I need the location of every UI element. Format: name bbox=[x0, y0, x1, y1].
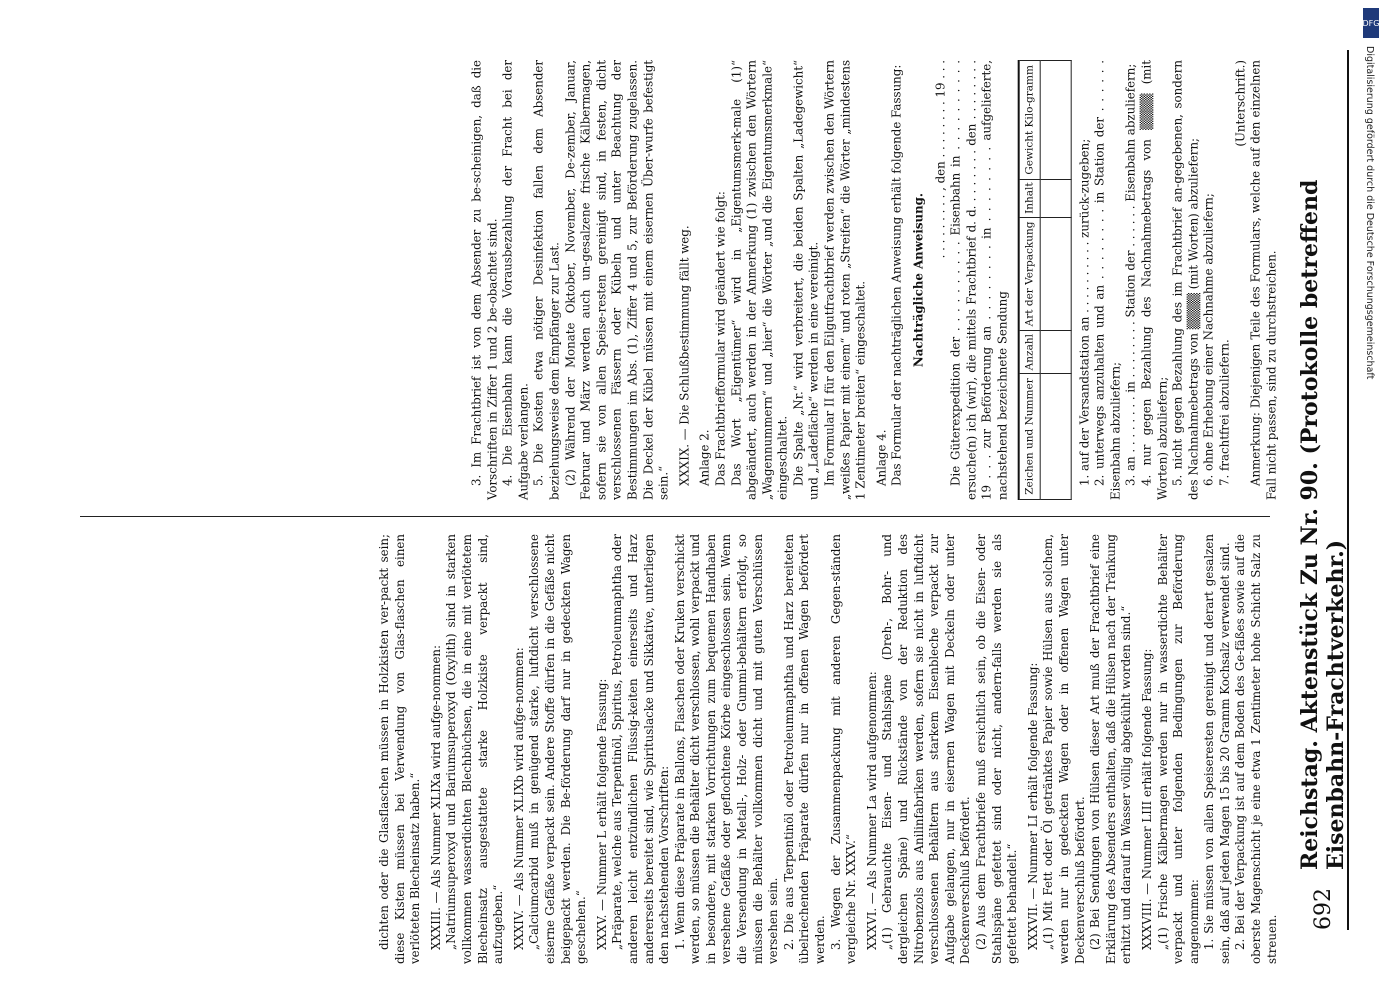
paragraph: (2) Bei Sendungen von Hülsen dieser Art muß der Frachtbrief eine Erklärung des Absenders enthalten, daß die Hülsen nach der Tränkung erhitzt und darauf in Wasser völlig abgekühlt worden sind.“ bbox=[1087, 534, 1134, 964]
paragraph: XXXIV. — Als Nummer XLIXb wird aufge-nommen: bbox=[511, 647, 526, 950]
paragraph: 3. Im Frachtbrief ist von dem Absender zu be-scheinigen, daß die Vorschriften in Ziffer 1 und 2 be-obachtet sind. bbox=[469, 60, 500, 500]
paragraph: Das Formular der nachträglichen Anweisung erhält folgende Fassung: bbox=[890, 64, 905, 486]
form-intro: Die Güterexpedition der . . . . . . . . . . Eisenbahn in . . . . . . . . . . ersuche(n) ich (wir), die mittels Frachtbrief d. d. . . . . . . . den . . . . . . . . 19 . . . zur Beförderung an . . . . . . . . in . . . . . . . . aufgelieferte, nachstehend bezeichnete Sendung bbox=[948, 60, 1010, 500]
column-divider bbox=[80, 516, 1270, 517]
paragraph: Anlage 4. bbox=[874, 429, 889, 486]
table-header-cell: Inhalt bbox=[1018, 179, 1040, 217]
paragraph: „Präparate, welche aus Terpentinöl, Spiritus, Petroleumnaphtha oder anderen leicht entzündlichen Flüssig-keiten einerseits und Harz andererseits bereitet sind, wie Spirituslacke und Sikkative, unterliegen den nachstehenden Vorschriften: bbox=[610, 534, 671, 964]
paragraph: (2) Aus dem Frachtbriefe muß ersichtlich sein, ob die Eisen- oder Stahlspäne gefettet sind oder nicht, andern-falls werden sie als gefettet behandelt.“ bbox=[973, 534, 1019, 964]
paragraph: XXXIII. — Als Nummer XLIXa wird aufge-nommen: bbox=[428, 644, 443, 950]
paragraph: Das Frachtbriefformular wird geändert wie folgt: bbox=[713, 191, 728, 486]
page-header bbox=[1297, 50, 1349, 930]
table-header-cell: Art der Verpackung bbox=[1018, 217, 1040, 331]
signature-line: (Unterschrift.) bbox=[1233, 60, 1248, 147]
form-item: 2. unterwegs anzuhalten und an . . . . . . . . in Station der . . . . . . Eisenbahn abzuliefern; bbox=[1092, 60, 1123, 500]
form-date: . . . . . . . . . , den . . . . . . . . 19 . . . bbox=[933, 60, 948, 259]
paragraph: XXXVI. — Als Nummer La wird aufgenommen: bbox=[864, 671, 879, 950]
paragraph: Im Formular II für den Eilgutfrachtbrief werden zwischen den Wörtern „weißes Papier mit einem“ und roten „Streifen“ die Wörter „mindestens 1 Zentimeter breiten“ eingeschaltet. bbox=[822, 60, 868, 500]
paragraph: „Calciumcarbid muß in genügend starke, luftdicht verschlossene eiserne Gefäße verpackt sein. Andere Stoffe dürfen in die Gefäße nicht beigepackt werden. Die Be-förderung darf nur in gedeckten Wagen geschehen.“ bbox=[527, 534, 588, 964]
paragraph: „(1) Frische Kälbermagen werden nur in wasserdichte Behälter verpackt und unter folgenden Bedingungen zur Beförderung angenommen: bbox=[1155, 534, 1201, 964]
paragraph: 1. Sie müssen von allen Speiseresten gereinigt und derart gesalzen sein, daß auf jeden Magen 15 bis 20 Gramm Kochsalz verwendet sind. bbox=[1202, 534, 1232, 964]
form-item: 4. nur gegen Bezahlung des Nachnahmebetrags von ▒▒▒▒ (mit Worten) abzuliefern; bbox=[1139, 60, 1170, 500]
form-item: 5. nicht gegen Bezahlung des im Frachtbrief an-gegebenen, sondern des Nachnahmebetrags von ▒▒▒▒ (mit Worten) abzuliefern; bbox=[1170, 60, 1201, 500]
digitization-credit bbox=[1361, 46, 1379, 766]
page-title: Reichstag. Aktenstück Zu Nr. 90. (Protokolle betreffend Eisenbahn-Frachtverkehr.) bbox=[1297, 179, 1349, 870]
form-item: 7. frachtfrei abzuliefern. bbox=[1217, 339, 1232, 486]
paragraph: XXXVIII. — Nummer LIII erhält folgende Fassung: bbox=[1139, 648, 1154, 950]
table-header-cell: Anzahl bbox=[1018, 331, 1040, 374]
left-column bbox=[80, 534, 1280, 964]
dfg-logo: DFG bbox=[1363, 8, 1379, 38]
paragraph: dichten oder die Glasflaschen müssen in Holzkisten ver-packt sein; diese Kisten müssen bei Verwendung von Glas-flaschen einen verlöteten Blecheinsatz haben.“ bbox=[376, 534, 422, 964]
paragraph: Die Spalte „Nr.“ wird verbreitert, die beiden Spalten „Ladegewicht“ und „Ladefläche“ werden in eine vereinigt. bbox=[791, 60, 822, 500]
paragraph: Anlage 2. bbox=[698, 429, 712, 486]
paragraph: XXXV. — Nummer L erhält folgende Fassung: bbox=[594, 678, 609, 950]
paragraph: 2. Bei der Verpackung ist auf dem Boden des Ge-fäßes sowie auf die oberste Magenschicht je eine etwa 1 Zentimeter hohe Schicht Salz zu streuen. bbox=[1233, 534, 1279, 964]
header-rule bbox=[1347, 50, 1349, 930]
table-header-cell: Zeichen und Nummer bbox=[1018, 374, 1040, 500]
form-item: 3. an . . . . . . . . in . . . . . . . . Station der . . . . . . Eisenbahn abzuliefern; bbox=[1124, 63, 1139, 486]
form-note: Anmerkung: Diejenigen Teile des Formulars, welche auf den einzelnen Fall nicht passen, sind zu durchstreichen. bbox=[1248, 60, 1279, 500]
credit-text: Digitalisierung gefördert durch die Deutsche Forschungsgemeinschaft bbox=[1364, 46, 1375, 380]
paragraph: 1. Wenn diese Präparate in Ballons, Flaschen oder Kruken verschickt werden, so müssen die Behälter dicht verschlossen, wohl verpackt und in besondere, mit starken Vorrichtungen zum bequemen Handhaben versehene Gefäße oder geflochtene Körbe eingeschlossen sein. Wenn die Versendung in Metall-, Holz- oder Gummi-behältern erfolgt, so müssen die Behälter vollkommen dicht und mit guten Verschlüssen versehen sein. bbox=[672, 534, 780, 964]
paragraph: (2) Während der Monate Oktober, November, De-zember, Januar, Februar und März werden auch un-gesalzene frische Kälbermagen, sofern sie von allen Speise-resten gereinigt sind, in festen, dicht verschlossenen Fässern oder Kübeln und unter Beachtung der Bestimmungen im Abs. (1), Ziffer 4 und 5, zur Beförderung zugelassen. Die Deckel der Kübel müssen mit einem eisernen Über-wurfe befestigt sein.“ bbox=[563, 60, 671, 500]
paragraph: 5. Die Kosten etwa nötiger Desinfektion fallen dem Absender beziehungsweise dem Empfänger zur Last. bbox=[532, 60, 562, 500]
paragraph: 2. Die aus Terpentinöl oder Petroleumnaphtha und Harz bereiteten übelriechenden Präparate dürfen nur in offenen Wagen befördert werden. bbox=[781, 534, 827, 964]
paragraph: 4. Die Eisenbahn kann die Vorausbezahlung der Fracht bei der Aufgabe verlangen. bbox=[500, 60, 531, 500]
table-header-cell: Gewicht Kilo-gramm bbox=[1018, 61, 1040, 180]
paragraph: XXXIX. — Die Schlußbestimmung fällt weg. bbox=[677, 225, 692, 486]
form-item: 1. auf der Versandstation an . . . . . . . . . . zurück-zugeben; bbox=[1077, 138, 1092, 486]
form-title: Nachträgliche Anweisung. bbox=[911, 192, 926, 368]
paragraph: XXXVII. — Nummer LI erhält folgende Fassung: bbox=[1025, 662, 1040, 950]
paragraph: 3. Wegen der Zusammenpackung mit anderen Gegen-ständen vergleiche Nr. XXXV.“ bbox=[828, 534, 858, 964]
form-item: 6. ohne Erhebung einer Nachnahme abzuliefern; bbox=[1202, 193, 1217, 486]
paragraph: „(1) Gebrauchte Eisen- und Stahlspäne (Dreh-, Bohr- und dergleichen Späne) und Rückstände von der Reduktion des Nitrobenzols aus Anilinfabriken werden, sofern sie nicht in luftdicht verschlossenen Behältern aus starkem Eisenbleche verpackt zur Aufgabe gelangen, nur in eisernen Wagen mit Deckeln oder unter Deckenverschluß befördert. bbox=[880, 534, 973, 964]
paragraph: „(1) Mit Fett oder Öl getränktes Papier sowie Hülsen aus solchem, werden nur in gedeckten Wagen oder in offenen Wagen unter Deckenverschluß befördert. bbox=[1041, 534, 1087, 964]
page-number: 692 bbox=[1310, 888, 1336, 930]
right-column bbox=[80, 60, 1280, 500]
shipment-table bbox=[1017, 60, 1071, 500]
paragraph: „Natriumsuperoxyd und Bariumsuperoxyd (Oxylith) sind in starken vollkommen wasserdichten Blechbüchsen, die in eine mit verlötetem Blecheinsatz ausgestattete starke Holzkiste verpackt sind, aufzugeben.“ bbox=[444, 534, 505, 964]
paragraph: Das Wort „Eigentümer“ wird in „Eigentumsmerk-male (1)“ abgeändert, auch werden in der Anmerkung (1) zwischen den Wörtern „Wagennummern“ und „hier“ die Wörter „und die Eigentumsmerkmale“ eingeschaltet. bbox=[729, 60, 790, 500]
